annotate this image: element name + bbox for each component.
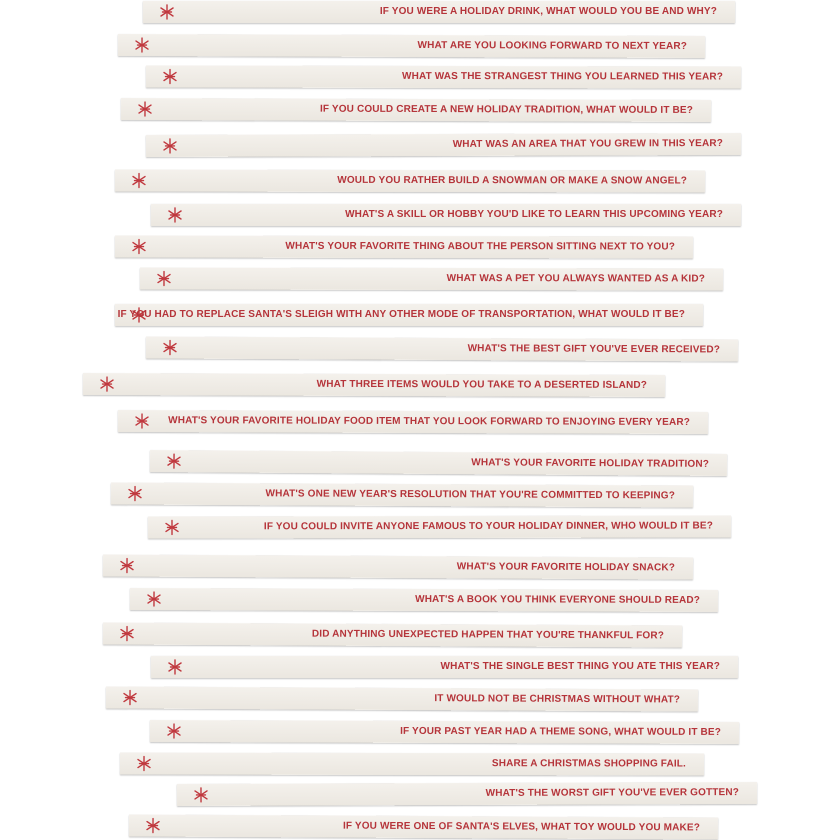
asterisk-star-icon xyxy=(119,626,135,642)
question-text: WHAT THREE ITEMS WOULD YOU TAKE TO A DESERTED ISLAND? xyxy=(316,378,648,391)
asterisk-star-icon xyxy=(127,486,143,502)
question-strip xyxy=(121,98,711,122)
question-text: WHAT'S THE BEST GIFT YOU'VE EVER RECEIVED? xyxy=(467,343,721,356)
question-text: IF YOU HAD TO REPLACE SANTA'S SLEIGH WITH ANY OTHER MODE OF TRANSPORTATION, WHAT WOULD IT BE? xyxy=(117,309,685,320)
question-strip xyxy=(143,1,735,23)
question-text: WHAT'S YOUR FAVORITE HOLIDAY TRADITION? xyxy=(471,457,710,470)
question-strip xyxy=(146,133,741,157)
asterisk-star-icon xyxy=(131,173,147,189)
question-text: WHAT ARE YOU LOOKING FORWARD TO NEXT YEAR? xyxy=(417,40,688,52)
question-text: WHAT'S A BOOK YOU THINK EVERYONE SHOULD READ? xyxy=(415,593,701,606)
asterisk-star-icon xyxy=(167,659,183,675)
question-strip xyxy=(129,814,718,839)
question-strip xyxy=(148,515,731,538)
question-text: WHAT WAS A PET YOU ALWAYS WANTED AS A KID? xyxy=(446,273,706,285)
question-text: WHAT'S YOUR FAVORITE THING ABOUT THE PERSON SITTING NEXT TO YOU? xyxy=(285,240,676,253)
question-text: DID ANYTHING UNEXPECTED HAPPEN THAT YOU'RE THANKFUL FOR? xyxy=(311,628,665,642)
question-strip xyxy=(103,622,682,647)
question-strip xyxy=(177,782,757,806)
question-text: WHAT WAS AN AREA THAT YOU GREW IN THIS YEAR? xyxy=(452,138,724,150)
question-text: IF YOU WERE A HOLIDAY DRINK, WHAT WOULD YOU BE AND WHY? xyxy=(379,6,717,17)
question-text: WHAT'S YOUR FAVORITE HOLIDAY SNACK? xyxy=(456,561,676,574)
question-text: WOULD YOU RATHER BUILD A SNOWMAN OR MAKE A SNOW ANGEL? xyxy=(337,174,688,187)
question-text: IF YOU WERE ONE OF SANTA'S ELVES, WHAT TOY WOULD YOU MAKE? xyxy=(342,820,701,834)
asterisk-star-icon xyxy=(146,591,162,607)
question-text: WHAT'S ONE NEW YEAR'S RESOLUTION THAT YOU'RE COMMITTED TO KEEPING? xyxy=(265,488,676,502)
asterisk-star-icon xyxy=(193,787,209,803)
question-text: IT WOULD NOT BE CHRISTMAS WITHOUT WHAT? xyxy=(434,693,681,706)
question-strip xyxy=(146,336,738,361)
question-strip xyxy=(111,482,693,507)
asterisk-star-icon xyxy=(134,413,150,429)
question-strip xyxy=(150,720,739,744)
asterisk-star-icon xyxy=(136,756,152,772)
question-strip xyxy=(115,304,703,326)
asterisk-star-icon xyxy=(159,4,175,20)
question-strip xyxy=(146,65,741,88)
question-text: SHARE A CHRISTMAS SHOPPING FAIL. xyxy=(491,758,687,770)
question-text: IF YOUR PAST YEAR HAD A THEME SONG, WHAT WOULD IT BE? xyxy=(400,725,722,738)
asterisk-star-icon xyxy=(122,690,138,706)
question-text: WHAT'S A SKILL OR HOBBY YOU'D LIKE TO LEARN THIS UPCOMING YEAR? xyxy=(345,209,723,220)
question-strip xyxy=(118,34,705,58)
asterisk-star-icon xyxy=(131,239,147,255)
question-strip xyxy=(151,204,741,226)
question-strip xyxy=(120,752,704,775)
asterisk-star-icon xyxy=(134,37,150,53)
asterisk-star-icon xyxy=(156,271,172,287)
question-strip xyxy=(103,554,693,579)
asterisk-star-icon xyxy=(162,69,178,85)
asterisk-star-icon xyxy=(137,101,153,117)
asterisk-star-icon xyxy=(166,453,182,469)
question-strip xyxy=(151,656,738,678)
question-text: WHAT'S THE SINGLE BEST THING YOU ATE THIS YEAR? xyxy=(440,661,720,672)
question-strip xyxy=(83,373,665,397)
asterisk-star-icon xyxy=(145,818,161,834)
question-strip xyxy=(140,267,723,290)
asterisk-star-icon xyxy=(167,207,183,223)
asterisk-star-icon xyxy=(162,138,178,154)
question-text: IF YOU COULD CREATE A NEW HOLIDAY TRADITION, WHAT WOULD IT BE? xyxy=(319,103,694,116)
asterisk-star-icon xyxy=(166,723,182,739)
asterisk-star-icon xyxy=(162,340,178,356)
question-strip xyxy=(118,410,708,434)
question-strip xyxy=(150,450,727,476)
question-text: WHAT'S THE WORST GIFT YOU'VE EVER GOTTEN? xyxy=(485,787,740,799)
question-text: IF YOU COULD INVITE ANYONE FAMOUS TO YOUR HOLIDAY DINNER, WHO WOULD IT BE? xyxy=(263,520,714,533)
question-strip xyxy=(130,588,718,612)
asterisk-star-icon xyxy=(99,376,115,392)
question-strip xyxy=(115,169,705,192)
question-text: WHAT'S YOUR FAVORITE HOLIDAY FOOD ITEM THAT YOU LOOK FORWARD TO ENJOYING EVERY YEAR? xyxy=(168,415,691,428)
asterisk-star-icon xyxy=(119,558,135,574)
question-strip xyxy=(115,235,693,258)
question-strip xyxy=(106,686,698,711)
asterisk-star-icon xyxy=(164,519,180,535)
question-text: WHAT WAS THE STRANGEST THING YOU LEARNED THIS YEAR? xyxy=(401,70,724,83)
